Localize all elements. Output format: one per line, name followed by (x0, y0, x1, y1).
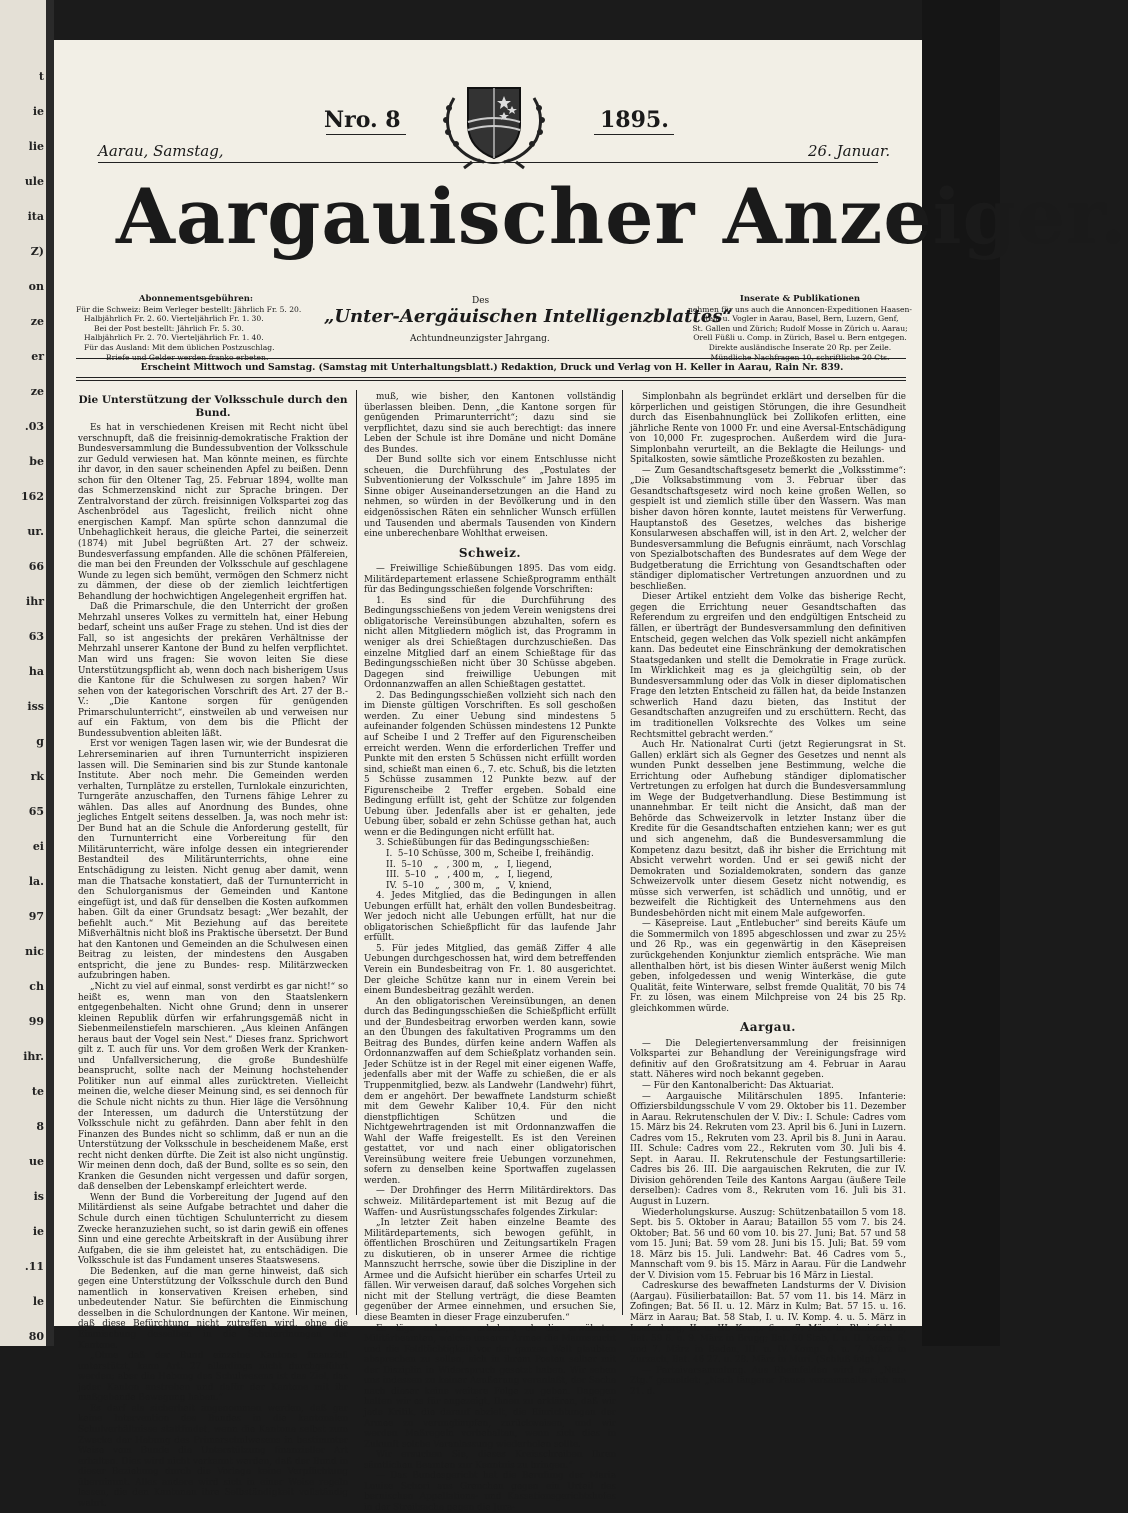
margin-fragment: 99 (28, 1015, 44, 1028)
news-entry: — Aargauische Militärschulen 1895. Infanterie: Offiziersbildungsschule V vom 29. Oktober bis 11. Dezember in Aarau. Rekrutenschulen der V. Div.: I. Schule: Cadres vom 15. März bis 24. Rekruten vom 23. April bis 6. Juni in Luzern. Cadres vom 15., Rekruten vom 23. April bis 8. Juni in Aarau. III. Schule: Cadres vom 22., Rekruten vom 30. Juli bis 4. Sept. in Aarau. II. Rekrutenschule der Festungsartillerie: Cadres bis 26. III. Die aargauischen Rekruten, die zur IV. Division gehörenden Teile des Kantons Aargau (äußere Teile derselben): Cadres vom 8., Rekruten vom 16. Juli bis 31. August in Luzern. (630, 1091, 906, 1208)
margin-fragment: ha (28, 665, 44, 678)
margin-fragment: ule (24, 175, 44, 188)
news-entry: 1. Es sind für die Durchführung des Bedingungsschießens von jedem Verein wenigstens drei obligatorische Vereinsübungen abzuhalten, sofern es nicht allen Mitgliedern möglich ist, das Programm in weniger als drei Schießtagen durchzuschießen. Das einzelne Mitglied darf an einem Schießtage für das Bedingungsschießen nicht über 30 Schüsse abgeben. Dagegen sind freiwillige Uebungen mit Ordonnanzwaffen an allen Schießtagen gestattet. (364, 595, 616, 691)
column-2 (364, 392, 616, 1513)
inserate-line: stein u. Vogler in Aarau, Basel, Bern, Luzern, Genf, (701, 314, 899, 324)
news-entry: 5. Für jedes Mitglied, das gemäß Ziffer 4 alle Uebungen durchgeschossen hat, wird dem betreffenden Verein ein Bundesbeitrag von Fr. 1. 80 ausgerichtet. Der gleiche Schütze kann nur in einem Verein bei einem Bundesbeitrag gezählt werden. (364, 943, 616, 997)
margin-fragment: er (31, 350, 44, 363)
subtitle: „Unter-Aergäuischen Intelligenzblattes“ (324, 306, 733, 327)
inserate-line: St. Gallen und Zürich; Rudolf Mosse in Zürich u. Aarau; (692, 323, 908, 333)
news-entry: — Die Delegiertenversammlung der freisinnigen Volkspartei zur Behandlung der Vereinigungsfrage wird definitiv auf den Großratsitzung am 4. Februar in Aarau statt. Näheres wird noch bekannt gegeben. (630, 1038, 906, 1081)
paragraph: Es hat in verschiedenen Kreisen mit Recht nicht übel verschnupft, daß die freisinnig-demokratische Fraktion der Bundesversammlung die Bundessubvention der Volksschule zur Geduld verwiesen hat. Man könnte meinen, es fürchte ihr davor, in den sauer scheinenden Apfel zu beißen. Denn schon für den Oltener Tag, 25. Februar 1894, wollte man das Schmerzenskind nicht zur Sprache bringen. Der Zentralvorstand der zürch. freisinnigen Volkspartei zog das Aschenbrödel aus Tageslicht, freilich nicht ohne energischen Kampf. Man spürte schon dannzumal die Unbehaglichkeit heraus, die gleiche Partei, die seinerzeit (1874) mit Jubel begrüßten Art. 27 der schweiz. Bundesverfassung empfanden. Alle die schönen Pfälfereien, die man bei den Freunden der Volksschule auf geschlagene Wunde zu legen sich bemüht, vermögen den Schmerz nicht zu dämmen, der diese ob der ziemlich leichtfertigen Behandlung der hochwichtigen Angelegenheit ergriffen hat. (78, 423, 348, 602)
paragraph: „Ohne daß der Bund einzelne Kantone finanziell unterstützt, kann Art. 27 allerdings nicht durchgeführt werden; aber die Hebung des Schulwesens ist das Ziel, das jeder Kanton anstreben und dafür der Kantone mit ihr maßgebende Bewegung haben.“ (78, 1351, 348, 1404)
margin-fragment: ue (29, 1155, 44, 1168)
news-entry: Wiederholungskurse. Auszug: Schützenbataillon 5 vom 18. Sept. bis 5. Oktober in Aarau; Bataillon 55 vom 7. bis 24. Oktober; Bat. 56 und 60 vom 10. bis 27. Juni; Bat. 57 und 58 vom 15. Juni; Bat. 59 vom 28. Juni bis 15. Juli; Bat. 59 vom 18. März bis 15. Juli. Landwehr: Bat. 46 Cadres vom 5., Mannschaft vom 9. bis 15. März in Aarau. Für die Landwehr der V. Division vom 15. Februar bis 16 März in Liestal. (630, 1207, 906, 1281)
news-entry: 2. Das Bedingungsschießen vollzieht sich nach den im Dienste gültigen Vorschriften. Es soll geschoßen werden. Zu einer Uebung sind mindestens 5 aufeinander folgenden Schüssen mindestens 12 Punkte auf Scheibe I und 2 Treffer auf den Figurenscheiben erreicht werden. Wenn die erforderlichen Treffer und Punkte mit den ersten 5 Schüssen nicht erfüllt worden sind, schießt man einen 6., 7. etc. Schuß, bis die letzten 5 Schüsse zusammen 12 Punkte bezw. auf der Figurenscheibe 2 Treffer ergeben. Sobald eine Bedingung erfüllt ist, geht der Schütze zur folgenden Uebung über. Jedenfalls aber ist er gehalten, jede Uebung über, sobald er zehn Schüsse gethan hat, auch wenn er die Bedingungen nicht erfüllt hat. (364, 690, 616, 838)
inserate-heading: Inserate & Publikationen (739, 294, 861, 304)
margin-fragment: ie (32, 1225, 44, 1238)
paragraph: — Zum Gesandtschaftsgesetz bemerkt die „Volksstimme“: „Die Volksabstimmung vom 3. Februar über das Gesandtschaftsgesetz wird noch keine großen Wellen, so gespielt ist und ziemlich stille über den Wassern. Was man bisher davon hören konnte, lautet meistens für Verwerfung. Hauptanstoß des Gesetzes, welches das bisherige Konsularwesen abschaffen will, ist in den Art. 2, welcher der Bundesversammlung die Befugnis einräumt, nach Vorschlag von Spezialbotschaften des Bundesrates auf dem Wege der Budgetberatung die Errichtung von Gesandtschaften oder ständiger diplomatischer Vertretungen anzuordnen und zu beschließen. (630, 465, 906, 592)
paragraph: Es darf als sicherheit angenommen werden, daß gar keine Intervention des Bundes in die kantonalen Schulverhältnisse stattfindet, wenn die Kantone selbst zum Zwecke der Hebung des Primarschulwesens in bestimmter Weise vom Bunde die Unterstützung finanzieller Art erhalten. Dies wird nicht verkannt werden, daß der Bund in dieser Beziehung durch die Vorlage keine Verpflichtung übernimmt. Alles andere wird sich in einer Weise regeln lassen, die den Kantonen ihre Selbständigkeit vollständig wahrt. (78, 1403, 348, 1509)
margin-fragment: Z) (30, 245, 44, 258)
place-day: Aarau, Samstag, (98, 142, 224, 160)
margin-fragment: ihr (26, 595, 44, 608)
subscription-line: Für das Ausland: Mit dem üblichen Postzuschlag. (84, 342, 275, 352)
news-entry: „In letzter Zeit haben einzelne Beamte des Militärdepartements, sich bewogen gefühlt, in öffentlichen Broschüren und Zeitungsartikeln Fragen zu diskutieren, ob in unserer Armee die richtige Mannszucht herrsche, sowie über die Diszipline in der Armee und die Aufsicht hierüber ein scharfes Urteil zu fällen. Wir verweisen darauf, daß solches Vorgehen sich nicht mit der Stellung verträgt, die diese Beamten gegenüber der Armee einnehmen, und ersuchen Sie, diese Beamten in dieser Frage einzuberufen.“ (364, 1218, 616, 1324)
gutter-shadow (46, 0, 54, 1346)
paragraph: „Nicht zu viel auf einmal, sonst verdirbt es gar nicht!“ so heißt es, wenn man von den Staatslenkern entgegenbehalten. Nicht ohne Grund; denn in unserer kleinen Republik dürfen wir erfahrungsgemäß nicht in Siebenmeilenstiefeln marschieren. „Aus kleinen Anfängen heraus baut der Vogel sein Nest.“ Dieses franz. Sprichwort gilt z. T. auch für uns. Vor dem großen Werk der Kranken- und Unfallversicherung, die große Bundeshülfe beansprucht, sollte nach der Meinung hochstehender Politiker nun auf einmal alles zurücktreten. Vielleicht meinen die, welche dieser Meinung sind, es sei dennoch für die Schule nicht nichts zu thun. Hier läge die Versöhnung der Interessen, um dadurch die Unterstützung der Volksschule nicht zu gefährden. Dann aber fehlt in den Finanzen des Bundes nicht so schlimm, daß er nun an die Unterstützung der Volksschule in bescheidenem Maße, erst recht nicht denken dürfte. Die Zeit ist also nicht ungünstig. Wir meinen denn doch, daß der Bund, sollte es so sein, den Kranken die Gesunden nicht vergessen und dafür sorgen, daß denselben der Lebenskampf erleichtert werde. (78, 981, 348, 1193)
inserate-line: Direkte ausländische Inserate 20 Rp. per Zeile. (708, 342, 892, 352)
imprint-line: Erscheint Mittwoch und Samstag. (Samstag mit Unterhaltungsblatt.) Redaktion, Druck und Verlag von H. Keller in Aarau, Rain Nr. 839. (140, 362, 844, 373)
paragraph: Daß die Primarschule, die den Unterricht der großen Mehrzahl unseres Volkes zu vermitteln hat, einer Hebung bedarf, scheint uns außer Frage zu stehen. Und ist dies der Fall, so ist angesichts der prekären Verhältnisse der Mehrzahl unserer Kantone der Bund zu helfen verpflichtet. Man wird uns fragen: Sie wovon leiten Sie diese Unterstützungspflicht ab, wenn doch nach bisherigem Usus die Kantone für die Schulwesen zu sorgen haben? Wir sehen von der kategorischen Vorschrift des Art. 27 der B.-V.: „Die Kantone sorgen für genügenden Primarschulunterricht“, einstweilen ab und verweisen nur auf ein Faktum, von dem bis die Pflicht der Bundessubvention ableiten läßt. (78, 602, 348, 739)
margin-fragment: ihr. (23, 1050, 44, 1063)
paragraph: Erst vor wenigen Tagen lasen wir, wie der Bundesrat die Lehrerseminarien auf ihren Turnunterricht inspizieren lassen will. Die Seminarien sind bis zur Stunde kantonale Institute. Aber noch mehr. Die Gemeinden werden verhalten, Turnplätze zu erstellen, Turnlokale einzurichten, Turngeräte anzuschaffen, den Turnens fähige Lehrer zu wählen. Das alles auf Anordnung des Bundes, ohne jegliches Entgelt seitens desselben. Ja, was noch mehr ist: Der Bund hat an die Schule die Anforderung gestellt, für den Turnunterricht eine Vorbereitung für den Militärunterricht, wäre infolge dessen ein integrierender Bestandteil des Militärunterrichts, ohne eine Entschädigung zu leisten. Nicht genug aber damit, wenn man die Thatsache konstatiert, daß der Turnunterricht in den Schulorganismus der Gemeinden und Kantone eingefügt ist, und daß für denselben die Kosten aufkommen haben. Gilt da einer Grundsatz besagt: „Wer bezahlt, der befiehlt auch.“ Mit Beziehung auf das bereitete Mißverhältnis nicht bloß ins Praktische übersetzt. Der Bund hat den Kantonen und Gemeinden an die Schulwesen einen Beitrag zu leisten, der mindestens den Ausgaben entspricht, die jene zu Bundes- resp. Militärzwecken aufzubringen haben. (78, 739, 348, 982)
margin-fragment: 162 (21, 490, 44, 503)
subscription-line: Für die Schweiz: Beim Verleger bestellt: Jährlich Fr. 5. 20. (76, 304, 302, 314)
column-3 (630, 392, 906, 1397)
margin-fragment: ze (30, 385, 44, 398)
margin-fragment: rk (30, 770, 44, 783)
section-heading-schweiz: Schweiz. (458, 545, 522, 560)
margin-fragment: ch (29, 980, 44, 993)
margin-fragment: .03 (24, 420, 44, 433)
inserate-box (680, 295, 920, 362)
inserate-line: nehmen für uns auch die Annoncen-Expeditionen Haasen- (688, 304, 912, 314)
paragraph: Simplonbahn als begründet erklärt und derselben für die körperlichen und geistigen Störungen, die ihre Gesundheit durch das Eisenbahnunglück bei Zollikofen erlitten, eine jährliche Rente von 1000 Fr. und eine Aversal-Entschädigung von 10,000 Fr. zugesprochen. Außerdem wird die Jura-Simplonbahn verurteilt, an die Beklagte die Heilungs- und Spitalkosten, sowie sämtliche Prozeßkosten zu bezahlen. (630, 392, 906, 466)
margin-fragment: ze (30, 315, 44, 328)
paragraph: Dieser Artikel entzieht dem Volke das bisherige Recht, gegen die Errichtung neuer Gesandtschaften das Referendum zu ergreifen und den endgültigen Entscheid zu fällen, er überträgt der Bundesversammlung den definitiven Entscheid, gegen welchen das Volk speziell nicht ankämpfen kann. Das bedeutet eine Einschränkung der demokratischen Staatsgedanken und stellt die Demokratie in Frage zurück. Im Wirklichkeit mag es ja gleichgültig sein, ob der Bundesversammlung oder das Volk in dieser diplomatischen Frage den letzten Entscheid zu fällen hat, da beide Instanzen schwerlich Hand dazu bieten, das Institut der Gesandtschaften anzugreifen und zu erschüttern. Recht, das im traditionellen Volksrechte des Volkes um seine Rechtsmittel gebracht werden.“ (630, 592, 906, 740)
schedule-row: III. 5–10 „ , 400 m, „ I, liegend, (386, 870, 553, 881)
margin-fragment: ur. (27, 525, 44, 538)
schedule-row: II. 5–10 „ , 300 m, „ I, liegend, (386, 859, 552, 870)
subscription-line: Bei der Post bestellt: Jährlich Fr. 5. 30. (94, 323, 244, 333)
inserate-line: Orell Füßli u. Comp. in Zürich, Basel u. Bern entgegen. (693, 333, 907, 343)
adjacent-page-strip (0, 0, 46, 1346)
newspaper-page (54, 40, 1128, 1513)
news-entry: — Freiwillige Schießübungen 1895. Das vom eidg. Militärdepartement erlassene Schießprogramm enthält für das Bedingungsschießen folgende Vorschriften: (364, 564, 616, 596)
issue-year: 1895. (600, 107, 669, 133)
margin-fragment: ei (32, 840, 44, 853)
margin-fragment: t (38, 70, 44, 83)
subscription-line: Halbjährlich Fr. 2. 60. Vierteljährlich Fr. 1. 30. (84, 314, 264, 324)
margin-fragment: lie (28, 140, 44, 153)
margin-fragment: ie (32, 105, 44, 118)
margin-fragment: g (36, 735, 44, 748)
margin-fragment: la. (28, 875, 44, 888)
margin-fragment: nic (25, 945, 44, 958)
paragraph: — Käsepreise. Laut „Entlebucher“ sind bereits Käufe um die Sommermilch von 1895 abgeschlossen und zwar zu 25½ und 26 Rp., was ein gegenwärtig in den Käsepreisen zurückgehenden Konjunktur ziemlich entspräche. Wie man allenthalben hört, ist bis diesen Winter äußerst wenig Milch geben, infolgedessen und wenig Winterkäse, die gute Qualität, feite Winterware, selbst fremde Qualität, 70 bis 74 Fr. zu lösen, was einem Milchpreise von 24 bis 25 Rp. gleichkommen würde. (630, 919, 906, 1014)
newspaper-title: Aargauischer Anzeiger. (116, 172, 1128, 261)
paragraph: muß, wie bisher, den Kantonen vollständig überlassen bleiben. Denn, „die Kantone sorgen für genügenden Primarunterricht“; dazu sind sie verpflichtet, dazu sind sie auch berechtigt: das innere Leben der Schule ist ihre Domäne und nicht Domäne des Bundes. (364, 392, 616, 455)
article-heading: Die Unterstützung der Volksschule durch den Bund. (78, 394, 348, 419)
news-entry: 4. Jedes Mitglied, das die Bedingungen in allen Uebungen erfüllt hat, erhält den vollen Bundesbeitrag. Wer jedoch nicht alle Uebungen erfüllt, hat nur die obligatorischen Schießpflicht für das laufende Jahr erfüllt. (364, 891, 616, 944)
column-1 (78, 392, 348, 1509)
margin-fragment: 66 (28, 560, 44, 573)
news-entry: — Für den Kantonalbericht: Das Aktuariat. (642, 1081, 834, 1091)
news-entry: An den obligatorischen Vereinsübungen, an denen durch das Bedingungsschießen die Schießpflicht erfüllt und der Bundesbeitrag erworben werden kann, sowie an den Übungen des fakultativen Programms um den Beitrag des Bundes, dürfen keine andern Waffen als Ordonnanzwaffen auf dem Schießplatz vorhanden sein. Jeder Schütze ist in der Regel mit einer eigenen Waffe, jedenfalls aber mit der Waffe zu schießen, die er als Truppenmitglied, bezw. als Landwehr (Landwehr) führt, dem er angehört. Der bewaffnete Landsturm schießt mit dem Gewehr Kaliber 10,4. Für den nicht dienstpflichtigen Schützen und die Nichtgewehrtragenden ist mit Ordonnanzwaffen die Wahl der Waffe freigestellt. Es ist den Vereinen gestattet, vor und nach einer obligatorischen Vereinsübung weitere freie Uebungen vorzunehmen, sofern zu denselben keine Sportwaffen zugelassen werden. (364, 996, 616, 1186)
margin-fragment: on (28, 280, 44, 293)
schedule-row: IV. 5–10 „ , 300 m, „ V, kniend, (386, 880, 552, 891)
coat-of-arms-icon (434, 78, 554, 170)
news-entry: — Das Bundesgericht hat die Berufung der Maria Louise Schori aus Grenchen gegen ein Urteil des bernischen Appellations- und Kassationsgerichtshofes in der Streitsache gegen die Jura- (364, 1471, 616, 1513)
issue-number: Nro. 8 (324, 107, 401, 133)
subscription-line: Halbjährlich Fr. 2. 70. Vierteljährlich Fr. 1. 40. (84, 333, 264, 343)
news-entry: — Parteiversammlung. Aus Rheinfelden wird der „Nat.-Ztg.“ gemeldet: „Nach längerer Pause versammelte sich am 21. d. (630, 1365, 906, 1397)
paragraph: Die Bedenken, auf die man gerne hinweist, daß sich gegen eine Unterstützung der Volksschule durch den Bund namentlich in konservativen Kreisen erheben, sind unbedeutender Natur. Sie befürchten die Einmischung desselben in die Schulordnungen der Kantone. Wir meinen, daß diese Befürchtung nicht zutreffen wird, ohne die Einmischung desselben in die Schulordnungen der Kantone. (78, 1266, 348, 1351)
margin-fragment: le (32, 1295, 44, 1308)
des-label: Des (472, 296, 490, 306)
margin-fragment: te (31, 1085, 44, 1098)
subscription-box (76, 295, 316, 362)
section-heading-aargau: Aargau. (740, 1020, 796, 1035)
margin-fragment: 8 (36, 1120, 44, 1133)
margin-fragment: 65 (28, 805, 44, 818)
margin-fragment: 63 (28, 630, 44, 643)
jahrgang: Achtundneunzigster Jahrgang. (410, 334, 550, 344)
schedule-row: I. 5–10 Schüsse, 300 m, Scheibe I, freihändig. (386, 848, 594, 859)
subscription-heading: Abonnementsgebühren: (138, 294, 254, 304)
margin-fragment: .11 (24, 1260, 44, 1273)
news-entry: 3. Schießübungen für das Bedingungsschießen: (376, 838, 590, 849)
paragraph: Wenn der Bund die Vorbereitung der Jugend auf den Militärdienst als seine Aufgabe betrachtet und daher die Schule durch einen tüchtigen Schulunterricht zu diesem Zwecke heranzuziehen sucht, so ist darin gewiß ein offenes Sinn und eine gerechte Arbeitskraft in der Ausübung ihrer Aufgaben, die sie ihm geleistet hat, zu entschädigen. Die Volksschule ist das Fundament unseres Staatswesens. (78, 1192, 348, 1267)
margin-fragment: be (29, 455, 44, 468)
margin-fragment: iss (27, 700, 44, 713)
paragraph: Auch Hr. Nationalrat Curti (jetzt Regierungsrat in St. Gallen) erklärt sich als Gegner des Gesetzes und nennt als wunden Punkt desselben jene Bestimmung, welche die Errichtung oder Aufhebung ständiger diplomatischer Vertretungen zu erfolgen hat durch die Bundesversammlung im Wege der Budgetverhandlung. Diese Bestimmung ist unannehmbar. Er teilt nicht die Ansicht, daß man der Behörde das Schweizervolk in letzter Instanz über die Kredite für die Gesandtschaften entziehen kann; wer es gut und sich angenehm, daß die Bundesversammlung die Kompetenz dazu besitzt, daß ihr bisher die Errichtung mit Absicht verwehrt worden. Und er sei gewiß nicht der Demokraten und Sozialdemokraten, sondern das ganze Schweizervolk unter diesem Gesetz nicht notwendig, es müsse sich verwerfen, ist schädlich und unnötig, und er bezweifelt die Richtigkeit des Unternehmens aus den Bundesbehörden nicht mit einem Male aufgeworfen. (630, 740, 906, 919)
margin-fragment: 80 (28, 1330, 44, 1343)
margin-fragment: ita (27, 210, 44, 223)
margin-fragment: is (33, 1190, 44, 1203)
margin-fragment: 97 (28, 910, 44, 923)
issue-date: 26. Januar. (808, 142, 891, 160)
news-entry: Cadreskurse des bewaffneten Landsturms der V. Division (Aargau). Füsilierbataillon: Bat. 57 vom 11. bis 14. März in Zofingen; Bat. 56 II. u. 12. März in Kulm; Bat. 57 15. u. 16. März in Aarau; Bat. 58 Stab, I. u. IV. Komp. 4. u. 5. März in Laufenburg, II. u. III. Komp. 6. u. 7. März in Rheinfelden, Bat. 59 8. u. 9. März in Brugg; Bat. 60 Stab, I. u. II. Komp. 6. und 7. März in Baden, III. u. IV. Komp. 6. u. 7. März in Zurzach, Bat. 46 27. u. 28. März in Muri. (Schluß folgt.) (630, 1281, 906, 1366)
paragraph: Der Bund sollte sich vor einem Entschlusse nicht scheuen, die Durchführung des „Postulates der Subventionierung der Volksschule“ im Jahre 1895 im Sinne obiger Auseinandersetzungen an die Hand zu nehmen, so würden in der Bevölkerung und in den eidgenössischen Räten ein sehnlicher Wunsch erfüllen und Tausenden und abermals Tausenden von Kindern eine unberechenbare Wohlthat erweisen. (364, 455, 616, 540)
news-entry: — Der Drohfinger des Herrn Militärdirektors. Das schweiz. Militärdepartement ist mit Bezug auf die Waffen- und Ausrüstungsschafes folgendes Zirkular: (364, 1186, 616, 1218)
news-entry: Es läge nahe, zu erheben, ob die erwähnten Militärbeamten, welche unserer Armee die Mannszucht und die Feldtüchtigkeit vor der ganzen Welt glaubten absprechen zu sollen, sich in ihrem Posten selber mit der Disziplin in Widerspruch gesetzt haben. Wir sehen uns indessen zu keiner Aeußerung veranlaßt, der Sache nach dieser keine weitere Folge zu geben. Dagegen halten wir es für angezeigt, Ihnen zu erklären, daß wir jede Kritik, die darauf abzielt, die Einrichtungen der Armee zu verunglimpfen, zurückweisen, und wir werden Maßregeln vorbehalten, wenn sich dies in Zukunft solche Veranlassung wiederholen sollte. (364, 1323, 616, 1450)
news-entry: Wir ersuchen Sie, dieses Kreisschreiben Ihren sämtlichen Beamten zur Kenntnis zu bringen.“ (364, 1450, 616, 1471)
